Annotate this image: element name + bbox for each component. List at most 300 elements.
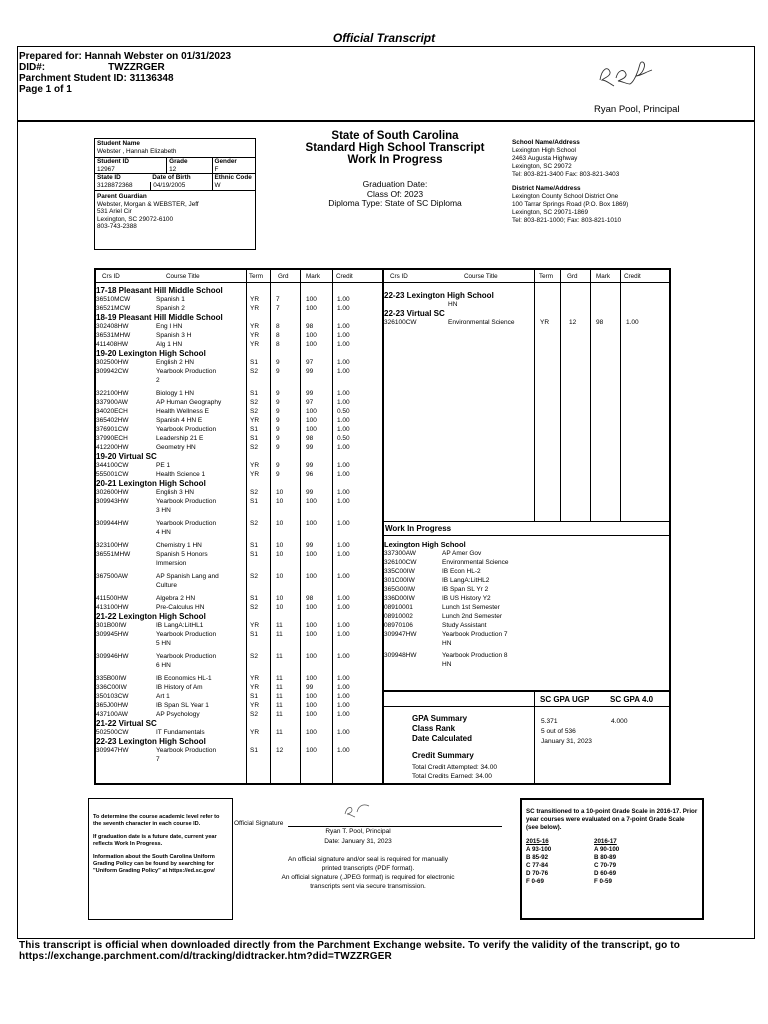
course-grade-level: 10 [276, 604, 284, 611]
course-id: 08910002 [384, 613, 413, 620]
prepared-for: Prepared for: Hannah Webster on 01/31/2023 [19, 51, 232, 62]
course-term: YR [540, 319, 550, 326]
course-term: S2 [250, 444, 258, 451]
course-grade-level: 8 [276, 332, 280, 339]
course-id: 365402HW [96, 417, 129, 424]
course-term: S1 [250, 426, 258, 433]
term-heading: 20-21 Lexington High School [96, 479, 206, 488]
official-signature-block [233, 798, 520, 920]
course-title: Health Wellness E [156, 408, 209, 415]
course-id: 365J00HW [96, 702, 129, 709]
district-line: Lexington County School District One [512, 193, 619, 200]
state-title: State of South Carolina [331, 130, 459, 142]
course-credit: 1.00 [337, 390, 350, 397]
course-id: 326100CW [384, 319, 417, 326]
term-heading: 19-20 Virtual SC [96, 452, 157, 461]
course-term: YR [250, 729, 260, 736]
course-row [96, 683, 382, 692]
course-history-left [96, 270, 382, 783]
signature-note-pdf: An official signature and/or seal is required for manually printed transcripts (PDF format). [288, 856, 448, 872]
course-row [96, 692, 382, 701]
course-title: Yearbook Production 8 [442, 652, 508, 659]
class-of: Class Of: 2023 [366, 188, 424, 199]
course-grade-level: 9 [276, 368, 280, 375]
course-mark: 100 [306, 426, 317, 433]
school-line: Lexington, SC 29072 [512, 163, 572, 170]
term-heading: 21-22 Virtual SC [96, 719, 157, 728]
term-heading: 17-18 Pleasant Hill Middle School [96, 286, 223, 295]
date-calculated-label: Date Calculated [412, 734, 473, 743]
school-label: School Name/Address [512, 139, 580, 146]
course-id: 309948HW [384, 652, 417, 659]
course-title: Yearbook Production [156, 653, 217, 660]
course-term: YR [250, 305, 260, 312]
course-title-cont: 3 HN [156, 507, 171, 514]
course-title: Environmental Science [448, 319, 515, 326]
course-grade-level: 11 [276, 693, 283, 700]
grade: 12 [166, 166, 211, 173]
course-credit: 1.00 [337, 595, 350, 602]
col-mark: Mark [596, 273, 610, 280]
course-credit: 1.00 [337, 359, 350, 366]
wip-course-row [384, 603, 669, 612]
course-id: 301B00IW [96, 622, 127, 629]
prepared-for-block [19, 51, 231, 95]
course-row [96, 470, 382, 479]
course-id: 502500CW [96, 729, 129, 736]
wip-course-row [384, 594, 669, 603]
course-credit: 1.00 [337, 542, 350, 549]
course-grade-level: 9 [276, 359, 280, 366]
note-grading-policy: Information about the South Carolina Uniform Grading Policy can be found by searching for "Uniform Grading Policy" at https://ed.sc.gov/ [93, 853, 215, 875]
course-row [96, 701, 382, 710]
course-row [96, 550, 382, 559]
course-row [96, 461, 382, 470]
course-title: Yearbook Production [156, 631, 217, 638]
course-mark: 98 [306, 323, 314, 330]
course-grade-level: 12 [569, 319, 577, 326]
course-row [96, 425, 382, 434]
course-credit: 0.50 [337, 435, 350, 442]
course-title: Yearbook Production [156, 426, 217, 433]
course-grade-level: 9 [276, 417, 280, 424]
course-row [96, 710, 382, 719]
course-term: S2 [250, 368, 258, 375]
course-title: IB History of Am [156, 684, 203, 691]
course-row [96, 358, 382, 367]
wip-course-row [384, 651, 669, 660]
course-title: AP Psychology [156, 711, 200, 718]
wip-course-row [384, 567, 669, 576]
column-header-row [96, 270, 382, 283]
course-term: S2 [250, 399, 258, 406]
header-divider [17, 120, 755, 122]
course-title: IB Economics HL-1 [156, 675, 212, 682]
course-mark: 100 [306, 551, 317, 558]
course-row [96, 407, 382, 416]
col-course-title: Course Title [166, 273, 200, 280]
course-id: 309944HW [96, 520, 129, 527]
course-credit: 1.00 [337, 399, 350, 406]
term-heading: 18-19 Pleasant Hill Middle School [96, 313, 223, 322]
course-credit: 1.00 [337, 489, 350, 496]
course-title: Yearbook Production 7 [442, 631, 508, 638]
course-title: Art 1 [156, 693, 170, 700]
course-id: 08970106 [384, 622, 413, 629]
course-grade-level: 7 [276, 305, 280, 312]
scale-2015: F 0-69 [526, 878, 544, 885]
course-title: Spanish 5 Honors [156, 551, 208, 558]
term-heading: 19-20 Lexington High School [96, 349, 206, 358]
signature-label: Official Signature [234, 820, 284, 827]
column-header-row [384, 270, 669, 283]
course-mark: 100 [306, 693, 317, 700]
course-row [96, 340, 382, 349]
course-title: Alg 1 HN [156, 341, 183, 348]
course-title-cont: Immersion [156, 560, 187, 567]
grade-scale-row [526, 854, 698, 862]
course-mark: 100 [306, 498, 317, 505]
scale-header-2016: 2016-17 [594, 838, 617, 845]
scale-2016: C 70-79 [594, 862, 617, 869]
course-grade-level: 11 [276, 675, 283, 682]
course-mark: 100 [306, 702, 317, 709]
course-title: Algebra 2 HN [156, 595, 196, 602]
course-mark: 99 [306, 542, 314, 549]
status-title: Work In Progress [347, 154, 443, 166]
course-grade-level: 10 [276, 595, 284, 602]
course-term: YR [250, 684, 260, 691]
course-mark: 98 [306, 595, 314, 602]
course-title: Lunch 2nd Semester [442, 613, 502, 620]
col-crs-id: Crs ID [102, 273, 120, 280]
course-credit: 1.00 [337, 729, 350, 736]
course-grade-level: 9 [276, 462, 280, 469]
grading-notes-box [88, 798, 233, 920]
course-mark: 100 [306, 296, 317, 303]
course-credit: 1.00 [337, 323, 350, 330]
course-term: YR [250, 702, 260, 709]
course-mark: 97 [306, 359, 314, 366]
course-id: 437100AW [96, 711, 128, 718]
course-row [96, 603, 382, 612]
course-term: S1 [250, 498, 258, 505]
course-id: 322100HW [96, 390, 129, 397]
class-rank-label: Class Rank [412, 724, 456, 733]
credits-earned: Total Credits Earned: 34.00 [412, 773, 492, 780]
col-grd: Grd [567, 273, 578, 280]
course-row [96, 434, 382, 443]
diploma-type: Diploma Type: State of SC Diploma [328, 198, 462, 208]
guardian-line: 531 Ariel Cir [97, 208, 132, 216]
wip-course-row [384, 549, 669, 558]
course-id: 309946HW [96, 653, 129, 660]
course-credit: 1.00 [337, 498, 350, 505]
student-name-label: Student Name [97, 140, 140, 147]
grade-scale-note: SC transitioned to a 10-point Grade Scale in 2016-17. Prior year courses were evaluated on a 7-point Grade Scale (see below). [526, 808, 698, 831]
course-id: 365G00IW [384, 586, 416, 593]
student-info-box [94, 138, 256, 250]
course-mark: 100 [306, 747, 317, 754]
credits-attempted: Total Credit Attempted: 34.00 [412, 764, 498, 771]
grade-label: Grade [166, 158, 211, 166]
course-credit: 1.00 [337, 573, 350, 580]
course-grade-level: 11 [276, 631, 283, 638]
course-term: S1 [250, 595, 258, 602]
district-line: Tel: 803-821-1000; Fax: 803-821-1010 [512, 217, 622, 224]
date-calculated-value: January 31, 2023 [541, 738, 592, 745]
course-grade-level: 9 [276, 408, 280, 415]
course-row [96, 488, 382, 497]
gpa-header-band [384, 690, 669, 707]
course-grade-level: 10 [276, 573, 284, 580]
course-mark: 100 [306, 341, 317, 348]
course-row [96, 674, 382, 683]
scale-2016: A 90-100 [594, 846, 620, 853]
course-id: 337900AW [96, 399, 128, 406]
course-mark: 100 [306, 305, 317, 312]
course-title: IB Span SL Yr 2 [442, 586, 489, 593]
term-heading: 22-23 Lexington High School [96, 737, 206, 746]
course-title: AP Spanish Lang and [156, 573, 219, 580]
course-title: IB LangA:LitHL2 [442, 577, 490, 584]
course-grade-level: 12 [276, 747, 284, 754]
course-title: Lunch 1st Semester [442, 604, 500, 611]
course-id: 336C00IW [96, 684, 127, 691]
course-id: 302600HW [96, 489, 129, 496]
did-label: DID#: [19, 62, 46, 73]
course-mark: 96 [306, 471, 314, 478]
col-crs-id: Crs ID [390, 273, 408, 280]
course-grade-level: 10 [276, 520, 284, 527]
col-mark: Mark [306, 273, 320, 280]
course-id: 336D00IW [384, 595, 415, 602]
principal-signature-image [596, 58, 656, 92]
course-id: 411408HW [96, 341, 129, 348]
course-row [96, 416, 382, 425]
course-grade-level: 10 [276, 542, 284, 549]
course-mark: 99 [306, 489, 314, 496]
wip-course-row [384, 621, 669, 630]
student-id: 12967 [97, 166, 115, 173]
course-mark: 100 [306, 711, 317, 718]
course-title-cont: Culture [156, 582, 177, 589]
course-term: YR [250, 417, 260, 424]
class-rank-value: 5 out of 536 [541, 728, 576, 735]
course-row [96, 497, 382, 506]
course-grade-level: 9 [276, 444, 280, 451]
scale-2015: C 77-84 [526, 862, 549, 869]
course-id: 367500AW [96, 573, 128, 580]
course-row [96, 443, 382, 452]
term-heading: 21-22 Lexington High School [96, 612, 206, 621]
course-credit: 1.00 [337, 520, 350, 527]
course-row [96, 389, 382, 398]
course-term: S1 [250, 435, 258, 442]
course-credit: 1.00 [626, 319, 639, 326]
course-title: Spanish 2 [156, 305, 185, 312]
course-credit: 1.00 [337, 462, 350, 469]
signer-name: Ryan T. Pool, Principal [325, 828, 391, 835]
signature-date: Date: January 31, 2023 [324, 838, 392, 845]
course-title: Spanish 1 [156, 296, 185, 303]
course-credit: 1.00 [337, 711, 350, 718]
course-title: Study Assistant [442, 622, 487, 629]
course-term: S1 [250, 390, 258, 397]
course-id: 36551MHW [96, 551, 131, 558]
course-grade-level: 11 [276, 653, 283, 660]
course-term: S2 [250, 408, 258, 415]
course-mark: 98 [306, 435, 314, 442]
gpa-4-value: 4.000 [611, 718, 628, 725]
note-graduation-date: If graduation date is a future date, current year reflects Work In Progress. [93, 833, 217, 848]
course-title: Eng I HN [156, 323, 183, 330]
course-grade-level: 11 [276, 711, 283, 718]
course-mark: 99 [306, 684, 314, 691]
course-history-right [384, 270, 669, 783]
credit-summary-label: Credit Summary [412, 751, 474, 760]
course-mark: 98 [596, 319, 604, 326]
course-term: S2 [250, 573, 258, 580]
course-credit: 1.00 [337, 471, 350, 478]
course-credit: 1.00 [337, 702, 350, 709]
gpa-ugp-value: 5.371 [541, 718, 558, 725]
term-heading: 22-23 Virtual SC [384, 309, 445, 318]
course-title: AP Amer Gov [442, 550, 482, 557]
wip-course-row [384, 630, 669, 639]
course-credit: 1.00 [337, 622, 350, 629]
course-title: English 3 HN [156, 489, 194, 496]
course-title-cont: 2 [156, 377, 160, 384]
course-term: S1 [250, 359, 258, 366]
course-title: Yearbook Production [156, 520, 217, 527]
course-credit: 1.00 [337, 684, 350, 691]
course-term: S2 [250, 653, 258, 660]
wip-school: Lexington High School [384, 540, 466, 549]
grade-scale-row [526, 846, 698, 854]
course-credit: 1.00 [337, 604, 350, 611]
student-name: Webster , Hannah Elizabeth [97, 147, 177, 155]
course-title: PE 1 [156, 462, 171, 469]
course-term: S1 [250, 693, 258, 700]
course-grade-level: 9 [276, 399, 280, 406]
course-mark: 100 [306, 417, 317, 424]
course-term: S1 [250, 542, 258, 549]
course-id: 335B00IW [96, 675, 127, 682]
course-title: Yearbook Production [156, 368, 217, 375]
course-title: Health Science 1 [156, 471, 206, 478]
course-title: Yearbook Production [156, 498, 217, 505]
graduation-date: Graduation Date: [362, 179, 428, 189]
dob-label: Date of Birth [152, 174, 191, 181]
guardian-line: 803-743-2388 [97, 223, 137, 231]
signature-mark-icon [343, 802, 373, 820]
course-title-cont: 4 HN [156, 529, 171, 536]
course-mark: 100 [306, 332, 317, 339]
course-credit: 1.00 [337, 675, 350, 682]
course-grade-level: 10 [276, 498, 284, 505]
course-credit: 1.00 [337, 417, 350, 424]
course-term: S1 [250, 631, 258, 638]
parchment-id: Parchment Student ID: 31136348 [19, 73, 174, 84]
course-title: Leadership 21 E [156, 435, 204, 442]
course-term: YR [250, 471, 260, 478]
work-in-progress-header: Work In Progress [384, 521, 669, 536]
course-id: 309947HW [384, 631, 417, 638]
district-line: Lexington, SC 29071-1869 [512, 209, 589, 216]
course-row [96, 304, 382, 313]
course-mark: 99 [306, 368, 314, 375]
col-credit: Credit [624, 273, 641, 280]
course-credit: 1.00 [337, 551, 350, 558]
col-credit: Credit [336, 273, 353, 280]
course-id: 36531MHW [96, 332, 131, 339]
wip-course-row [384, 585, 669, 594]
verification-footer: This transcript is official when downloaded directly from the Parchment Exchange website. To verify the validity of the transcript, go to https://exchange.parchment.com/d/tracking/didtracker.htm?did=TWZZRGER [19, 940, 681, 962]
course-term: YR [250, 675, 260, 682]
course-id: 309942CW [96, 368, 129, 375]
document-title: Official Transcript [332, 31, 436, 45]
col-course-title: Course Title [464, 273, 498, 280]
course-mark: 100 [306, 729, 317, 736]
course-id: 309947HW [96, 747, 129, 754]
course-id: 301C00IW [384, 577, 415, 584]
gender-label: Gender [212, 158, 255, 166]
course-credit: 1.00 [337, 332, 350, 339]
course-title: Spanish 4 HN E [156, 417, 203, 424]
course-credit: 1.00 [337, 426, 350, 433]
guardian-label: Parent Guardian [97, 193, 147, 200]
course-title: Spanish 3 H [156, 332, 192, 339]
course-credit: 1.00 [337, 341, 350, 348]
scale-2015: B 85-92 [526, 854, 549, 861]
scale-header-2015: 2015-16 [526, 838, 549, 845]
course-id: 36521MCW [96, 305, 131, 312]
course-title: AP Human Geography [156, 399, 222, 406]
course-title: Geometry HN [156, 444, 196, 451]
guardian-line: Lexington, SC 29072-6100 [97, 215, 174, 223]
course-grade-level: 9 [276, 435, 280, 442]
course-title: Biology 1 HN [156, 390, 194, 397]
wip-course-row [384, 558, 669, 567]
signature-note-jpeg: An official signature (.JPEG format) is required for electronic transcripts sent via secure transmission. [281, 874, 455, 890]
course-id: 309943HW [96, 498, 129, 505]
transcript-type: Standard High School Transcript [305, 142, 485, 154]
course-mark: 100 [306, 622, 317, 629]
course-row [96, 398, 382, 407]
course-mark: 99 [306, 444, 314, 451]
wip-course-row [384, 612, 669, 621]
course-row [96, 519, 382, 528]
course-term: YR [250, 341, 260, 348]
grade-scale-box [520, 798, 704, 920]
course-title: IB Span SL Year 1 [156, 702, 209, 709]
course-id: 34020ECH [96, 408, 128, 415]
course-title: IB US History Y2 [442, 595, 491, 602]
course-grade-level: 11 [276, 729, 283, 736]
course-grade-level: 8 [276, 341, 280, 348]
course-term: S2 [250, 711, 258, 718]
course-id: 344100CW [96, 462, 129, 469]
course-term: YR [250, 622, 260, 629]
course-id: 376901CW [96, 426, 129, 433]
district-label: District Name/Address [512, 185, 581, 192]
state-id-label: State ID [97, 174, 121, 181]
grade-scale-row [526, 870, 698, 878]
transcript-heading [256, 130, 534, 209]
course-credit: 1.00 [337, 631, 350, 638]
course-row [96, 541, 382, 550]
